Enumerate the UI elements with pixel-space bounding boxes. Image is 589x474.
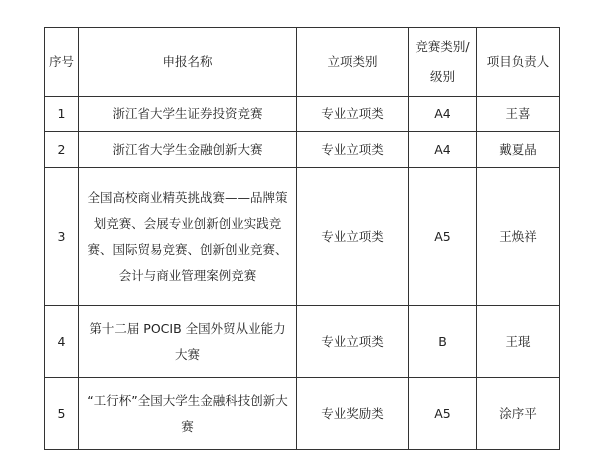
table-row bbox=[45, 132, 560, 168]
header-type: 立项类别 bbox=[297, 28, 409, 97]
cell-type: 专业奖励类 bbox=[297, 378, 409, 450]
table-header-row bbox=[45, 28, 560, 97]
cell-name: 浙江省大学生证券投资竞赛 bbox=[79, 97, 297, 132]
header-level: 竞赛类别/级别 bbox=[409, 28, 477, 97]
cell-lead: 王琨 bbox=[477, 306, 560, 378]
header-no: 序号 bbox=[45, 28, 79, 97]
cell-name: 浙江省大学生金融创新大赛 bbox=[79, 132, 297, 168]
cell-level: A5 bbox=[409, 378, 477, 450]
cell-lead: 王焕祥 bbox=[477, 168, 560, 306]
cell-name: “工行杯”全国大学生金融科技创新大赛 bbox=[79, 378, 297, 450]
cell-type: 专业立项类 bbox=[297, 97, 409, 132]
competition-table bbox=[44, 27, 560, 450]
cell-type: 专业立项类 bbox=[297, 132, 409, 168]
cell-type: 专业立项类 bbox=[297, 306, 409, 378]
cell-level: A4 bbox=[409, 97, 477, 132]
cell-lead: 王喜 bbox=[477, 97, 560, 132]
cell-level: A4 bbox=[409, 132, 477, 168]
header-name: 申报名称 bbox=[79, 28, 297, 97]
table-row bbox=[45, 306, 560, 378]
table-row bbox=[45, 97, 560, 132]
cell-no: 3 bbox=[45, 168, 79, 306]
table-row bbox=[45, 168, 560, 306]
cell-name: 全国高校商业精英挑战赛——品牌策划竞赛、会展专业创新创业实践竞赛、国际贸易竞赛、创新创业竞赛、会计与商业管理案例竞赛 bbox=[79, 168, 297, 306]
cell-no: 4 bbox=[45, 306, 79, 378]
cell-type: 专业立项类 bbox=[297, 168, 409, 306]
table-row bbox=[45, 378, 560, 450]
cell-no: 1 bbox=[45, 97, 79, 132]
cell-no: 5 bbox=[45, 378, 79, 450]
cell-lead: 戴夏晶 bbox=[477, 132, 560, 168]
cell-name: 第十二届 POCIB 全国外贸从业能力大赛 bbox=[79, 306, 297, 378]
cell-level: B bbox=[409, 306, 477, 378]
cell-level: A5 bbox=[409, 168, 477, 306]
cell-lead: 涂序平 bbox=[477, 378, 560, 450]
header-lead: 项目负责人 bbox=[477, 28, 560, 97]
cell-no: 2 bbox=[45, 132, 79, 168]
